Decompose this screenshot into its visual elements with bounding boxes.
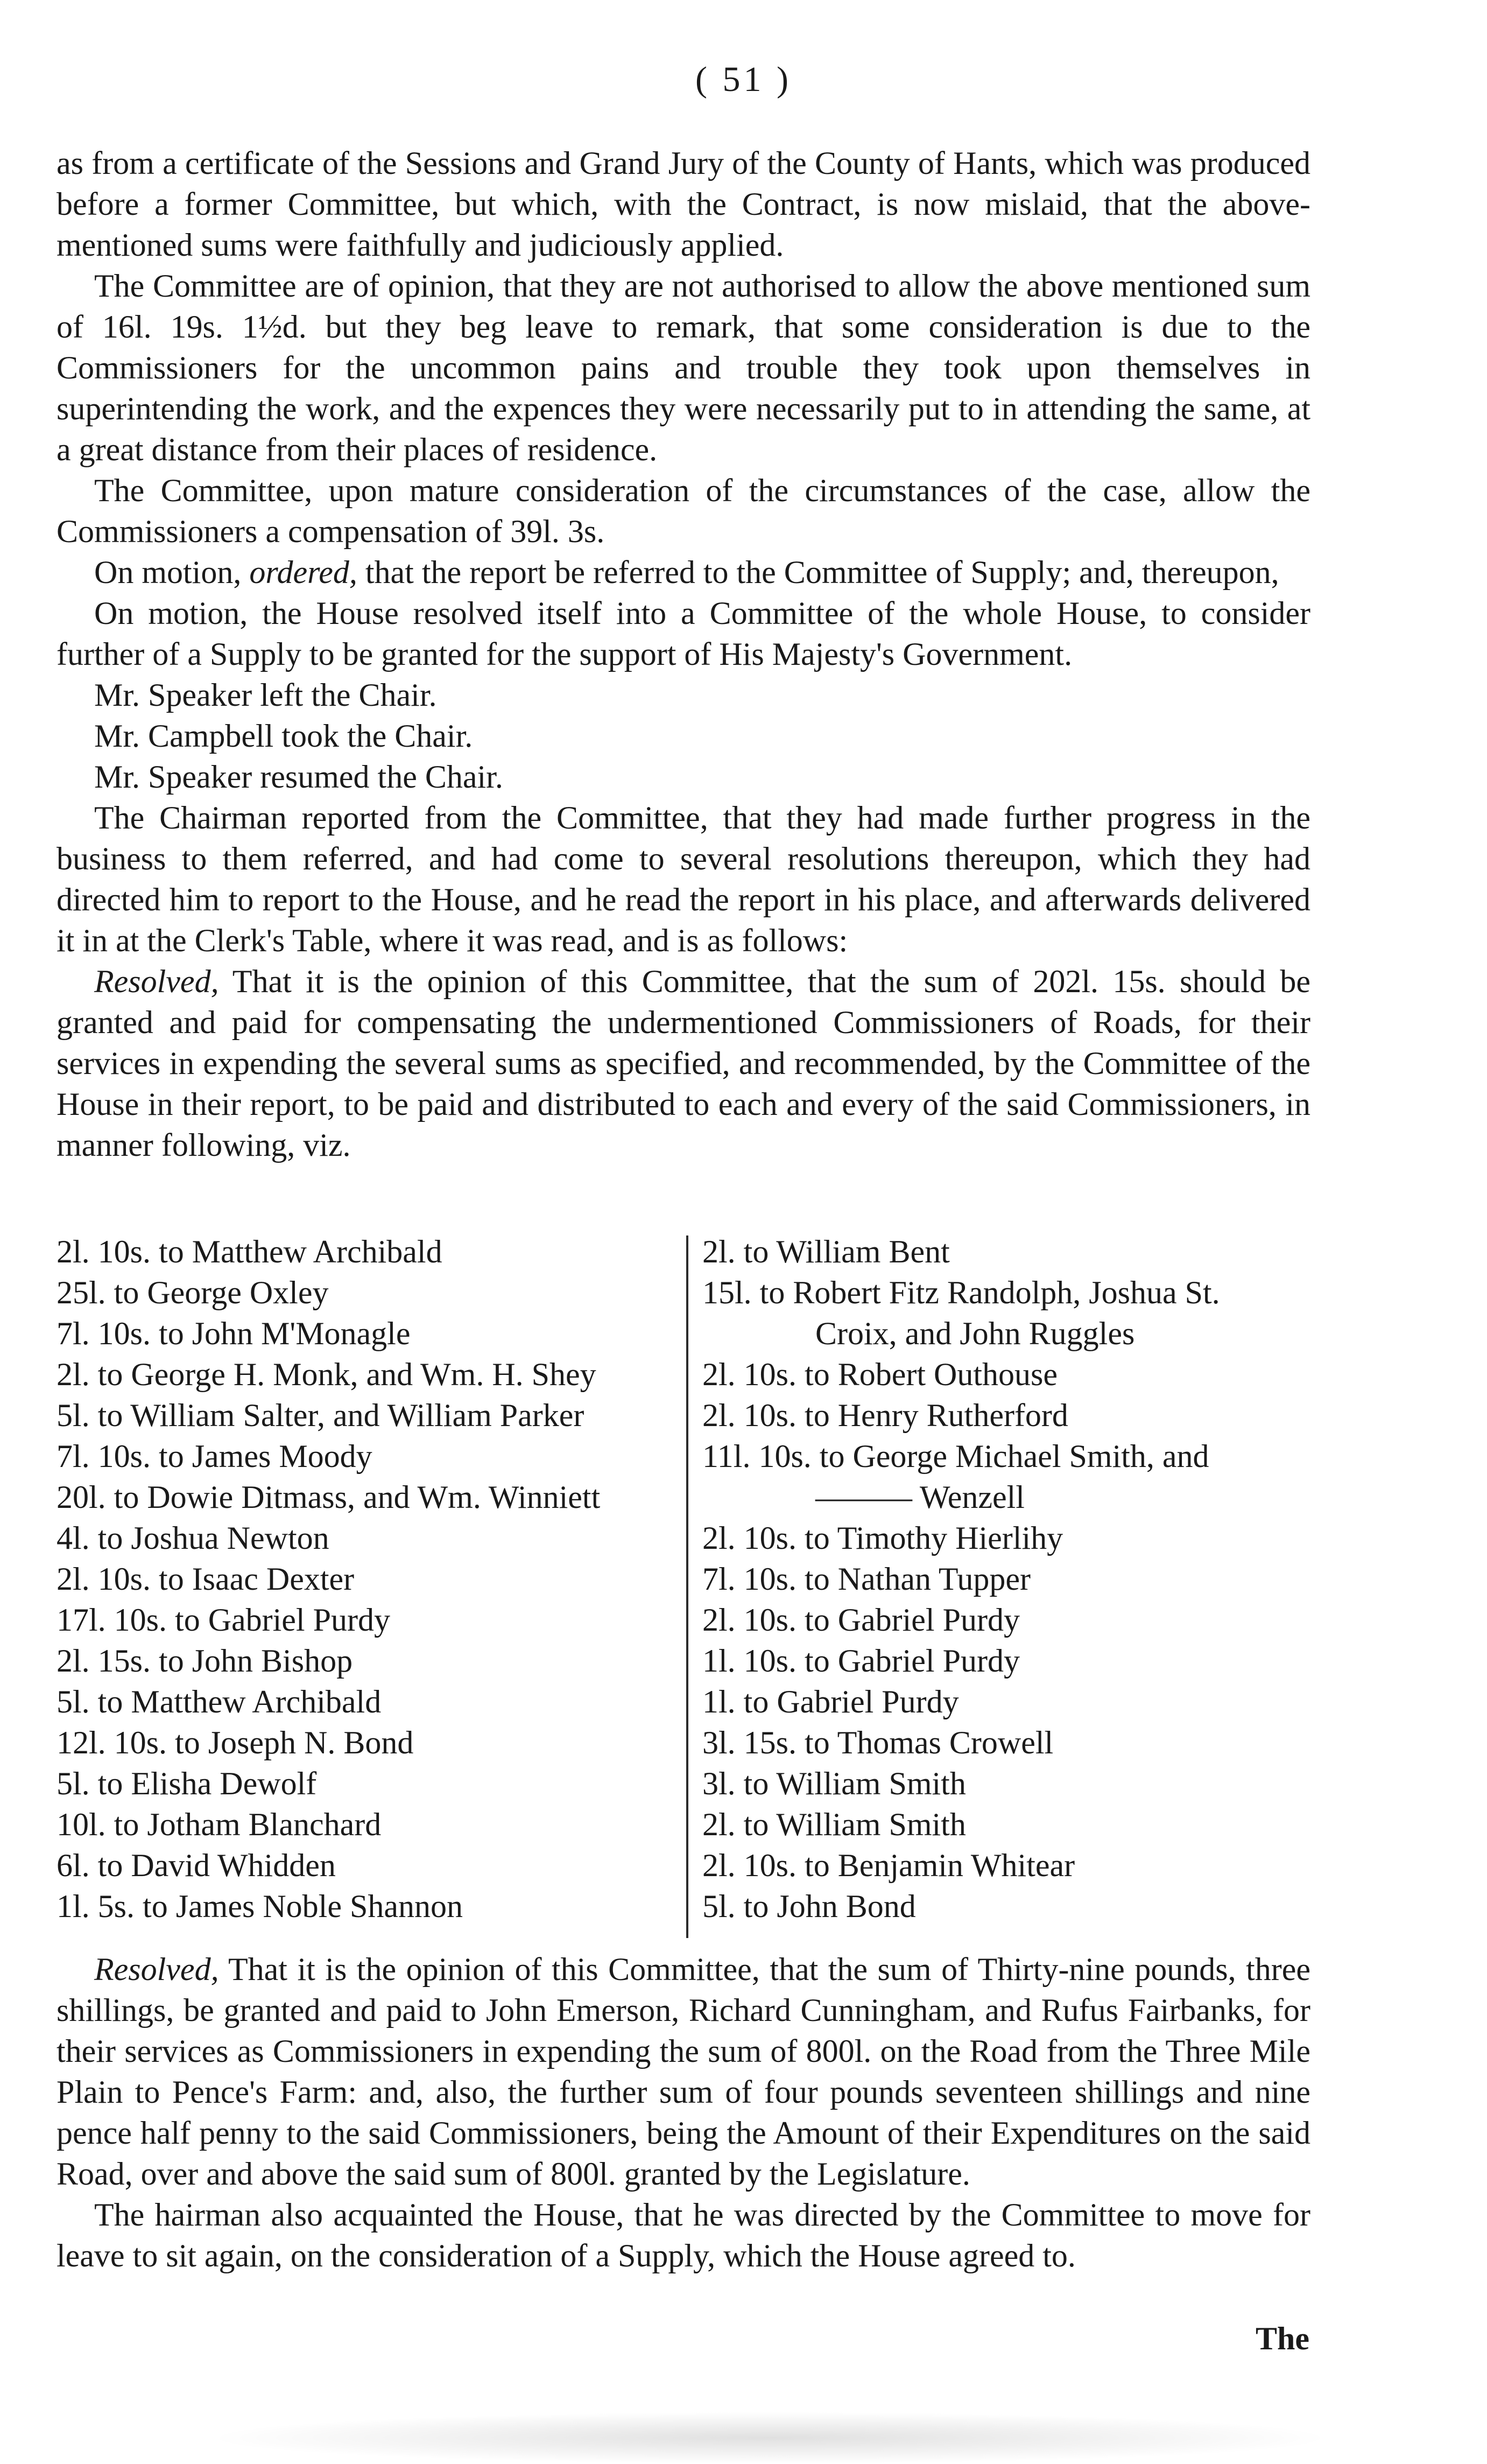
payments-right-column [702, 1231, 1327, 1927]
payment-entry-continuation: Croix, and John Ruggles [815, 1316, 1135, 1351]
paragraph-resolution-1 [57, 961, 1310, 1166]
payment-entry: 10l. to Jotham Blanchard [57, 1807, 382, 1842]
payments-table [57, 1231, 1327, 1947]
payment-entry-continuation: ——— Wenzell [815, 1479, 1025, 1515]
paragraph-committee-opinion: The Committee are of opinion, that they are not authorised to allow the above mentioned sum of 16l. 19s. 1½d. but they beg leave to remark, that some consideration is due to the Commissioners for the uncommon pains and trouble they took upon themselves in superintending the work, and the expences they were necessarily put to in attending the same, at a great distance from their places of residence. [57, 268, 1310, 467]
payment-entry: 2l. to George H. Monk, and Wm. H. Shey [57, 1357, 596, 1392]
payment-entry: 5l. to John Bond [702, 1889, 916, 1924]
payment-entry: 17l. 10s. to Gabriel Purdy [57, 1602, 390, 1638]
payment-entry: 2l. 10s. to Timothy Hierlihy [702, 1520, 1063, 1556]
paragraph-certificate: as from a certificate of the Sessions and Grand Jury of the County of Hants, which was produced before a former Committee, but which, with the Contract, is now mislaid, that the above-mentioned sums were faithfully and judiciously applied. [57, 145, 1310, 263]
payment-entry: 12l. 10s. to Joseph N. Bond [57, 1725, 414, 1760]
payment-entry: 3l. to William Smith [702, 1766, 966, 1801]
payment-entry: 2l. 10s. to Robert Outhouse [702, 1357, 1058, 1392]
payment-entry: 7l. 10s. to Nathan Tupper [702, 1561, 1031, 1597]
paragraph-motion-house: On motion, the House resolved itself into a Committee of the whole House, to consider further of a Supply to be granted for the support of His Majesty's Government. [57, 595, 1310, 672]
payment-entry: 5l. to Elisha Dewolf [57, 1766, 317, 1801]
top-text-block [57, 143, 1310, 1166]
paragraph-motion-ordered [57, 552, 1310, 593]
payment-entry: 2l. 10s. to Isaac Dexter [57, 1561, 355, 1597]
payment-entry: 6l. to David Whidden [57, 1848, 336, 1883]
payment-entry: 2l. to William Smith [702, 1807, 966, 1842]
payment-entry: 7l. 10s. to John M'Monagle [57, 1316, 411, 1351]
payment-entry: 2l. to William Bent [702, 1234, 950, 1269]
paragraph-closing: The hairman also acquainted the House, that he was directed by the Committee to move for leave to sit again, on the consideration of a Supply, which the House agreed to. [57, 2197, 1310, 2273]
catchword: The [1255, 2321, 1309, 2356]
scan-noise [205, 2412, 1335, 2464]
payment-entry: 2l. 15s. to John Bishop [57, 1643, 353, 1679]
chair-line-3: Mr. Speaker resumed the Chair. [94, 759, 503, 795]
column-divider [686, 1235, 688, 1938]
payment-entry: 2l. 10s. to Henry Rutherford [702, 1398, 1068, 1433]
paragraph-chairman-report: The Chairman reported from the Committee, that they had made further progress in the business to them referred, and had come to several resolutions thereupon, which they had directed him to report to the House, and he read the report in his place, and afterwards delivered it in at the Clerk's Table, where it was read, and is as follows: [57, 800, 1310, 958]
payments-left-column [57, 1231, 686, 1927]
payment-entry: 11l. 10s. to George Michael Smith, and [702, 1438, 1209, 1474]
payment-entry: 2l. 10s. to Gabriel Purdy [702, 1602, 1020, 1638]
bottom-text-block [57, 1949, 1310, 2276]
page-number: ( 51 ) [695, 60, 792, 99]
resolved-italic: Resolved, [94, 1951, 219, 1987]
payment-entry: 1l. to Gabriel Purdy [702, 1684, 959, 1719]
resolution-2-text: That it is the opinion of this Committee, that the sum of Thirty-nine pounds, three shillings, be granted and paid to John Emerson, Richard Cunningham, and Rufus Fairbanks, for their services as Commissioners in expending the sum of 800l. on the Road from the Three Mile Plain to Pence's Farm: and, also, the further sum of four pounds seventeen shillings and nine pence half penny to the said Commissioners, being the Amount of their Expenditures on the said Road, over and above the said sum of 800l. granted by the Legislature. [57, 1951, 1310, 2192]
payment-entry: 5l. to Matthew Archibald [57, 1684, 382, 1719]
motion-rest: that the report be referred to the Committee of Supply; and, thereupon, [357, 554, 1279, 590]
payment-entry: 25l. to George Oxley [57, 1275, 329, 1310]
payment-entry: 5l. to William Salter, and William Parker [57, 1398, 584, 1433]
chair-line-1: Mr. Speaker left the Chair. [94, 677, 437, 713]
payment-entry: 1l. 10s. to Gabriel Purdy [702, 1643, 1020, 1679]
payment-entry: 20l. to Dowie Ditmass, and Wm. Winniett [57, 1479, 601, 1515]
payment-entry: 7l. 10s. to James Moody [57, 1438, 372, 1474]
payment-entry: 2l. 10s. to Benjamin Whitear [702, 1848, 1075, 1883]
payment-entry: 15l. to Robert Fitz Randolph, Joshua St. [702, 1275, 1220, 1310]
payment-entry: 3l. 15s. to Thomas Crowell [702, 1725, 1054, 1760]
motion-prefix: On motion, [94, 554, 250, 590]
payment-entry: 1l. 5s. to James Noble Shannon [57, 1889, 463, 1924]
resolution-1-text: That it is the opinion of this Committee, that the sum of 202l. 15s. should be granted and paid for compensating the undermentioned Commissioners of Roads, for their services in expending the several sums as specified, and recommended, by the Committee of the House in their report, to be paid and distributed to each and every of the said Commissioners, in manner following, viz. [57, 964, 1310, 1163]
payment-entry: 2l. 10s. to Matthew Archibald [57, 1234, 442, 1269]
paragraph-compensation: The Committee, upon mature consideration of the circumstances of the case, allow the Commissioners a compensation of 39l. 3s. [57, 473, 1310, 549]
paragraph-resolution-2 [57, 1949, 1310, 2194]
resolved-italic: Resolved, [94, 964, 219, 999]
chair-line-2: Mr. Campbell took the Chair. [94, 718, 473, 754]
payment-entry: 4l. to Joshua Newton [57, 1520, 329, 1556]
motion-ordered-italic: ordered, [249, 554, 357, 590]
